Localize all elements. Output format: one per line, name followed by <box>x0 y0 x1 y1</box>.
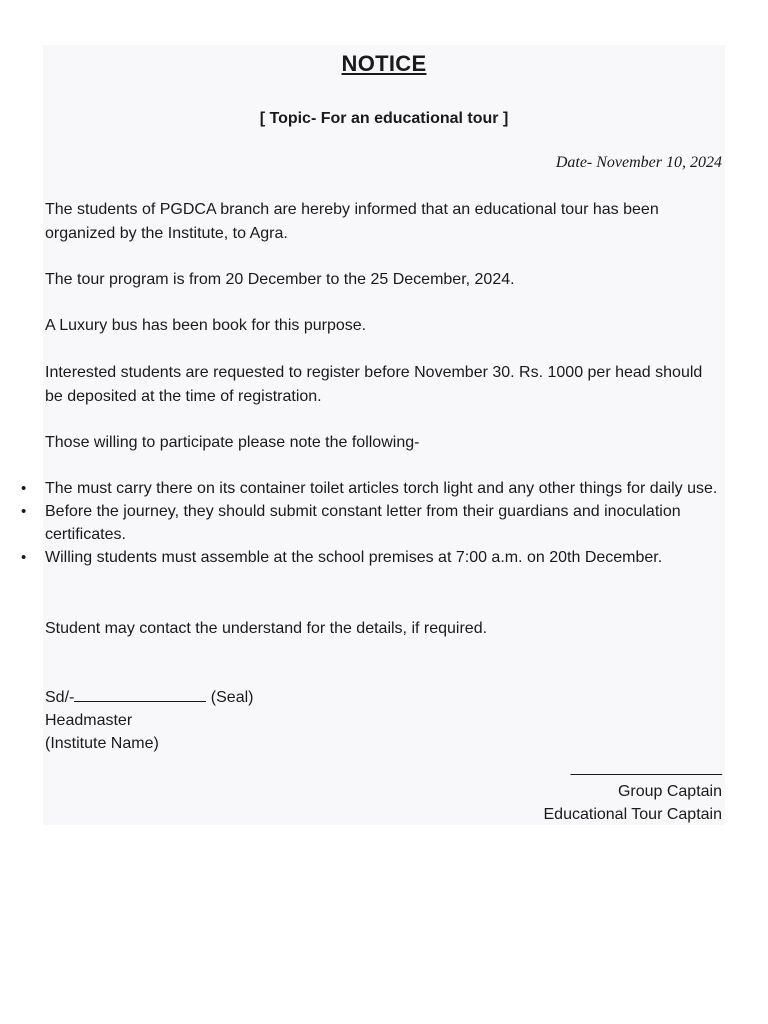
captain-signature-underline: _________________ <box>570 759 722 776</box>
paragraph-registration: Interested students are requested to register before November 30. Rs. 1000 per head should be deposited at the time of registration. <box>45 364 703 405</box>
group-captain-label: Group Captain <box>617 782 722 800</box>
list-item: • Willing students must assemble at the school premises at 7:00 a.m. on 20th December. <box>45 546 725 569</box>
seal-label: (Seal) <box>210 689 254 706</box>
captain-signature-block <box>544 756 723 827</box>
list-item: • Before the journey, they should submit constant letter from their guardians and inoculation certificates. <box>45 500 725 546</box>
tour-captain-label: Educational Tour Captain <box>543 806 722 823</box>
list-item: • The must carry there on its container toilet articles torch light and any other things for daily use. <box>45 477 725 500</box>
paragraph-intro: The students of PGDCA branch are hereby informed that an educational tour has been organized by the Institute, to Agra. <box>45 201 659 242</box>
instructions-list <box>45 477 725 569</box>
notice-document <box>43 45 725 825</box>
notice-date: Date- November 10, 2024 <box>555 154 722 171</box>
paragraph-schedule: The tour program is from 20 December to the 25 December, 2024. <box>45 271 515 288</box>
paragraph-transport: A Luxury bus has been book for this purpose. <box>45 317 367 334</box>
signature-line <box>45 686 253 709</box>
notice-topic: [ Topic- For an educational tour ] <box>259 110 509 127</box>
notice-title: NOTICE <box>341 51 427 76</box>
institute-name: (Institute Name) <box>45 735 159 752</box>
paragraph-instructions-intro: Those willing to participate please note the following- <box>45 434 420 451</box>
headmaster-label: Headmaster <box>45 712 133 729</box>
paragraph-closing: Student may contact the understand for the details, if required. <box>45 620 488 637</box>
sd-prefix: Sd/- <box>45 689 75 706</box>
signature-underline <box>74 701 206 702</box>
headmaster-signature-block <box>45 686 253 755</box>
